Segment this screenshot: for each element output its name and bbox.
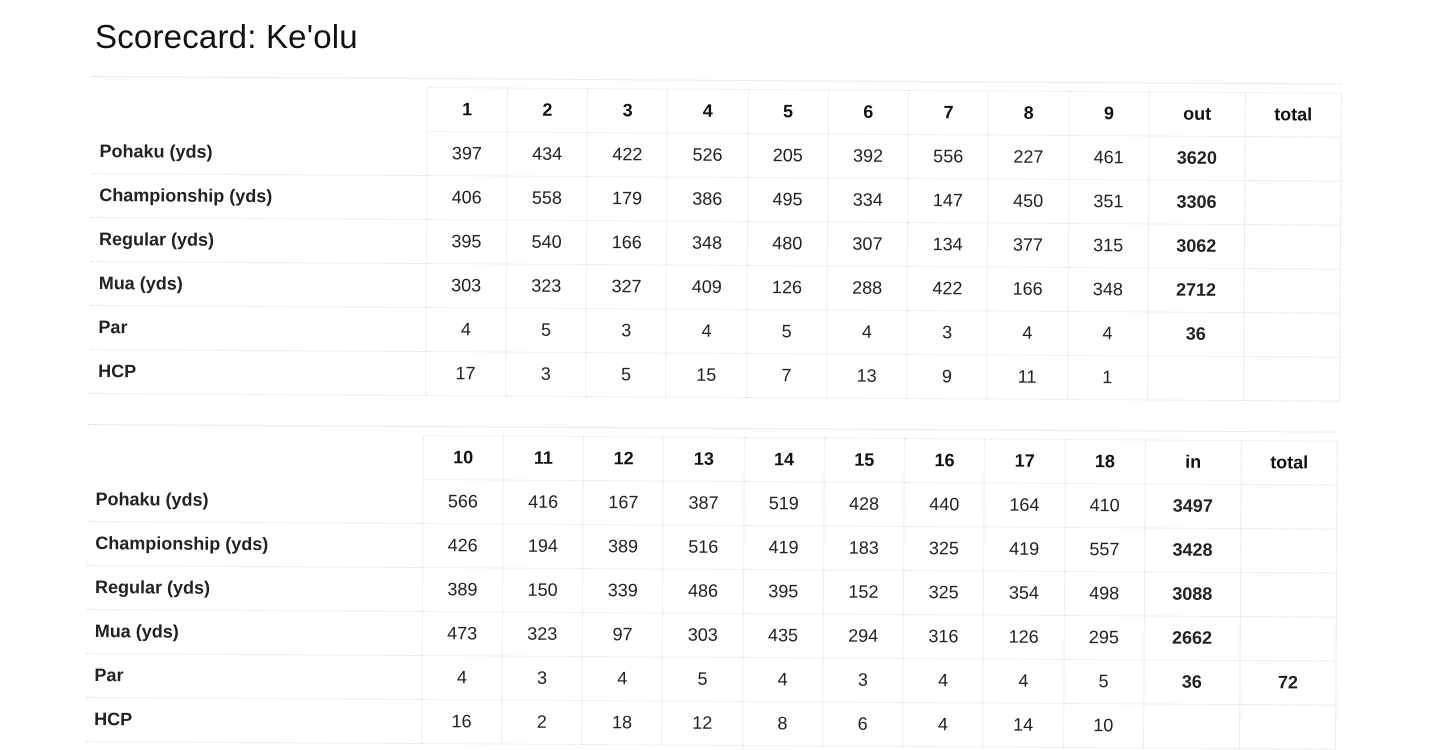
hole-value-cell: 10 — [1063, 703, 1143, 747]
hole-value-cell: 416 — [503, 480, 583, 524]
in-cell: 2662 — [1144, 616, 1240, 661]
row-label: Championship (yds) — [91, 173, 427, 219]
row-label: Pohaku (yds) — [87, 477, 423, 523]
total-cell — [1240, 617, 1336, 662]
hole-value-cell: 4 — [827, 310, 907, 354]
hole-header: 4 — [668, 89, 748, 133]
hole-value-cell: 2 — [502, 700, 582, 744]
hole-value-cell: 323 — [506, 264, 586, 308]
hole-value-cell: 422 — [587, 133, 667, 177]
hole-value-cell: 194 — [503, 524, 583, 568]
row-label: Par — [86, 653, 422, 699]
row-label: Regular (yds) — [87, 565, 423, 611]
hole-value-cell: 395 — [743, 570, 823, 614]
header-row — [92, 85, 1342, 137]
hole-value-cell: 406 — [426, 176, 506, 220]
back-nine-table — [86, 433, 1338, 750]
hole-value-cell: 295 — [1064, 615, 1144, 659]
hole-value-cell: 7 — [746, 354, 826, 398]
hole-value-cell: 288 — [827, 266, 907, 310]
out-cell: 3620 — [1149, 136, 1245, 181]
in-cell: 3088 — [1144, 572, 1240, 617]
hole-value-cell: 461 — [1068, 135, 1148, 179]
hole-value-cell: 348 — [1068, 267, 1148, 311]
total-cell — [1240, 573, 1336, 618]
hole-value-cell: 4 — [903, 702, 983, 746]
hole-value-cell: 516 — [663, 525, 743, 569]
hole-value-cell: 540 — [506, 220, 586, 264]
hole-value-cell: 389 — [583, 525, 663, 569]
in-cell — [1143, 704, 1239, 749]
hole-header: 14 — [744, 438, 824, 482]
hole-value-cell: 389 — [422, 568, 502, 612]
total-cell — [1239, 705, 1335, 750]
hole-value-cell: 303 — [426, 264, 506, 308]
hole-value-cell: 126 — [747, 266, 827, 310]
hole-value-cell: 6 — [822, 702, 902, 746]
row-label: Mua (yds) — [91, 261, 427, 307]
hole-value-cell: 166 — [587, 221, 667, 265]
hole-value-cell: 4 — [666, 309, 746, 353]
hole-value-cell: 152 — [823, 570, 903, 614]
hole-value-cell: 395 — [426, 220, 506, 264]
header-blank — [88, 433, 424, 479]
hole-header: 16 — [904, 438, 984, 482]
out-cell: 36 — [1148, 312, 1244, 357]
scorecard-row — [91, 261, 1341, 313]
hole-value-cell: 126 — [983, 615, 1063, 659]
hole-header: 15 — [824, 438, 904, 482]
hole-value-cell: 419 — [743, 526, 823, 570]
hole-value-cell: 426 — [422, 524, 502, 568]
total-cell — [1244, 313, 1340, 358]
hole-value-cell: 498 — [1064, 571, 1144, 615]
in-header: in — [1145, 440, 1241, 485]
hole-value-cell: 325 — [904, 526, 984, 570]
hole-value-cell: 450 — [988, 179, 1068, 223]
hole-value-cell: 409 — [667, 265, 747, 309]
hole-value-cell: 386 — [667, 177, 747, 221]
hole-value-cell: 227 — [988, 135, 1068, 179]
page-title: Scorecard: Ke'olu — [95, 18, 358, 55]
row-label: Regular (yds) — [91, 217, 427, 263]
hole-value-cell: 566 — [423, 480, 503, 524]
hole-value-cell: 179 — [587, 177, 667, 221]
hole-value-cell: 434 — [507, 132, 587, 176]
scorecard-row — [90, 305, 1340, 357]
hole-value-cell: 387 — [663, 481, 743, 525]
hole-value-cell: 422 — [907, 266, 987, 310]
hole-value-cell: 16 — [421, 700, 501, 744]
out-cell — [1147, 356, 1243, 401]
hole-value-cell: 4 — [742, 658, 822, 702]
hole-value-cell: 4 — [903, 658, 983, 702]
hole-value-cell: 205 — [748, 134, 828, 178]
hole-value-cell: 519 — [744, 482, 824, 526]
hole-value-cell: 325 — [903, 570, 983, 614]
hole-value-cell: 354 — [984, 571, 1064, 615]
hole-value-cell: 5 — [746, 310, 826, 354]
total-cell — [1244, 225, 1340, 270]
hole-value-cell: 473 — [422, 612, 502, 656]
row-label: Championship (yds) — [87, 521, 423, 567]
hole-header: 3 — [587, 89, 667, 133]
hole-value-cell: 3 — [506, 352, 586, 396]
scorecard-row — [86, 697, 1336, 749]
hole-value-cell: 5 — [1063, 659, 1143, 703]
row-label: HCP — [86, 697, 422, 743]
hole-value-cell: 392 — [828, 134, 908, 178]
hole-value-cell: 14 — [983, 703, 1063, 747]
back-nine-section — [86, 424, 1338, 743]
hole-value-cell: 17 — [425, 352, 505, 396]
hole-header: 7 — [908, 90, 988, 134]
total-cell — [1241, 485, 1337, 530]
scorecard-row — [87, 521, 1337, 573]
hole-header: 12 — [583, 437, 663, 481]
total-cell — [1245, 137, 1341, 182]
hole-value-cell: 18 — [582, 701, 662, 745]
hole-value-cell: 4 — [983, 659, 1063, 703]
hole-value-cell: 351 — [1068, 179, 1148, 223]
hole-value-cell: 339 — [583, 569, 663, 613]
hole-header: 6 — [828, 90, 908, 134]
hole-value-cell: 3 — [823, 658, 903, 702]
scorecard-row — [91, 217, 1341, 269]
total-cell — [1241, 529, 1337, 574]
hole-value-cell: 558 — [507, 176, 587, 220]
hole-value-cell: 556 — [908, 134, 988, 178]
hole-value-cell: 1 — [1067, 355, 1147, 399]
hole-value-cell: 557 — [1064, 527, 1144, 571]
hole-value-cell: 419 — [984, 527, 1064, 571]
hole-value-cell: 5 — [586, 353, 666, 397]
hole-header: 2 — [507, 88, 587, 132]
hole-value-cell: 323 — [502, 612, 582, 656]
hole-value-cell: 3 — [586, 309, 666, 353]
hole-value-cell: 4 — [987, 311, 1067, 355]
hole-value-cell: 377 — [988, 223, 1068, 267]
hole-value-cell: 348 — [667, 221, 747, 265]
hole-value-cell: 13 — [826, 354, 906, 398]
scorecard-row — [86, 653, 1336, 705]
hole-value-cell: 307 — [827, 222, 907, 266]
hole-value-cell: 428 — [824, 482, 904, 526]
hole-header: 10 — [423, 436, 503, 480]
hole-value-cell: 294 — [823, 614, 903, 658]
out-cell: 3062 — [1148, 224, 1244, 269]
hole-value-cell: 4 — [1067, 311, 1147, 355]
scorecard-row — [90, 349, 1340, 401]
hole-value-cell: 134 — [907, 222, 987, 266]
total-header: total — [1241, 441, 1337, 486]
hole-value-cell: 147 — [908, 178, 988, 222]
hole-value-cell: 327 — [586, 265, 666, 309]
hole-value-cell: 316 — [903, 614, 983, 658]
total-cell — [1243, 357, 1339, 402]
total-header: total — [1245, 93, 1341, 138]
hole-value-cell: 303 — [663, 613, 743, 657]
hole-value-cell: 150 — [502, 568, 582, 612]
hole-value-cell: 4 — [426, 308, 506, 352]
out-cell: 3306 — [1148, 180, 1244, 225]
hole-value-cell: 4 — [582, 657, 662, 701]
hole-value-cell: 5 — [662, 657, 742, 701]
hole-value-cell: 3 — [907, 310, 987, 354]
hole-value-cell: 166 — [987, 267, 1067, 311]
hole-value-cell: 435 — [743, 614, 823, 658]
hole-value-cell: 410 — [1064, 483, 1144, 527]
hole-value-cell: 97 — [582, 613, 662, 657]
front-nine-section — [90, 76, 1342, 415]
hole-header: 13 — [664, 437, 744, 481]
row-label: Par — [90, 305, 426, 351]
hole-value-cell: 183 — [824, 526, 904, 570]
header-blank — [92, 85, 428, 131]
row-label: Pohaku (yds) — [91, 129, 427, 175]
row-label: HCP — [90, 349, 426, 395]
hole-header: 1 — [427, 88, 507, 132]
hole-value-cell: 12 — [662, 701, 742, 745]
hole-value-cell: 5 — [506, 308, 586, 352]
hole-header: 17 — [984, 439, 1064, 483]
front-nine-table — [90, 85, 1342, 402]
out-header: out — [1149, 92, 1245, 137]
hole-value-cell: 495 — [747, 178, 827, 222]
hole-value-cell: 4 — [422, 656, 502, 700]
hole-value-cell: 8 — [742, 702, 822, 746]
out-cell: 2712 — [1148, 268, 1244, 313]
hole-value-cell: 3 — [502, 656, 582, 700]
scorecard-row — [91, 129, 1341, 181]
scorecard-row — [87, 477, 1337, 529]
hole-value-cell: 9 — [907, 354, 987, 398]
hole-value-cell: 397 — [427, 132, 507, 176]
hole-header: 5 — [748, 90, 828, 134]
in-cell: 3497 — [1145, 484, 1241, 529]
in-cell: 3428 — [1144, 528, 1240, 573]
hole-value-cell: 486 — [663, 569, 743, 613]
in-cell: 36 — [1144, 660, 1240, 705]
hole-header: 18 — [1065, 439, 1145, 483]
scorecard-row — [91, 173, 1341, 225]
hole-value-cell: 167 — [583, 481, 663, 525]
hole-header: 9 — [1069, 91, 1149, 135]
hole-value-cell: 11 — [987, 355, 1067, 399]
hole-value-cell: 164 — [984, 483, 1064, 527]
row-label: Mua (yds) — [87, 609, 423, 655]
hole-value-cell: 334 — [828, 178, 908, 222]
header-row — [88, 433, 1338, 485]
hole-header: 11 — [503, 436, 583, 480]
hole-value-cell: 526 — [667, 133, 747, 177]
total-cell — [1244, 269, 1340, 314]
scorecard-row — [87, 609, 1337, 661]
hole-header: 8 — [988, 91, 1068, 135]
hole-value-cell: 480 — [747, 222, 827, 266]
total-cell: 72 — [1240, 661, 1336, 706]
hole-value-cell: 440 — [904, 482, 984, 526]
hole-value-cell: 315 — [1068, 223, 1148, 267]
hole-value-cell: 15 — [666, 353, 746, 397]
scorecard-row — [87, 565, 1337, 617]
total-cell — [1245, 181, 1341, 226]
